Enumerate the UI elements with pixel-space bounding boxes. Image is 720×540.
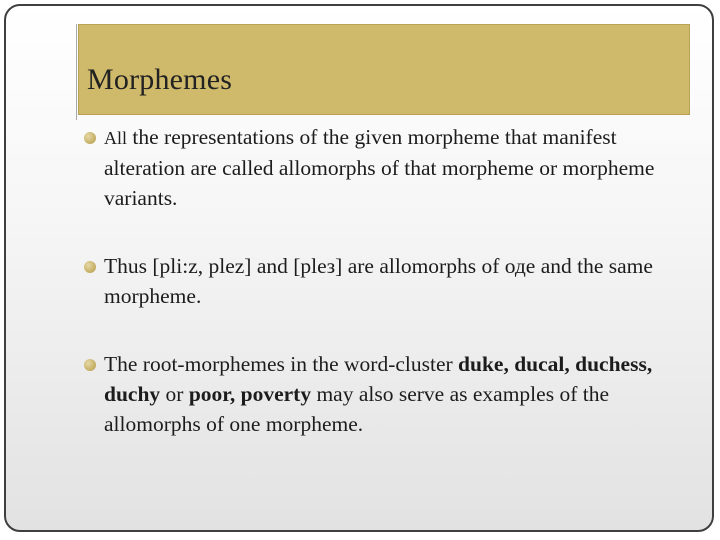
title-bar — [78, 24, 690, 115]
bullet-1-first-word: All — [104, 128, 128, 148]
bullet-item-2 — [82, 251, 682, 311]
bullet-item-3 — [82, 349, 682, 439]
slide-title: Morphemes — [87, 63, 233, 96]
bullet-3-after: may also serve as examples of the allomorphs of one morpheme. — [104, 382, 609, 436]
bullet-dot-icon — [84, 359, 96, 371]
bullet-2-text: Thus [pli:z, plez] and [pleз] are allomorphs of оде and the same morpheme. — [104, 254, 653, 308]
bullet-3-bold-2: poor, poverty — [188, 382, 312, 406]
bullet-3-bold-1: duke, ducal, duchess, duchy — [104, 352, 653, 406]
title-divider-line — [76, 24, 77, 120]
bullet-3-middle: or — [160, 382, 189, 406]
bullet-dot-icon — [84, 261, 96, 273]
bullet-item-1 — [82, 122, 682, 213]
bullet-dot-icon — [84, 132, 96, 144]
bullet-3-before: The root-morphemes in the word-cluster — [104, 352, 459, 376]
slide-frame — [4, 4, 714, 532]
bullet-1-text: the representations of the given morpheme that manifest alteration are called allomorphs of that morpheme or morpheme variants. — [104, 125, 655, 210]
bullet-list — [82, 122, 682, 439]
